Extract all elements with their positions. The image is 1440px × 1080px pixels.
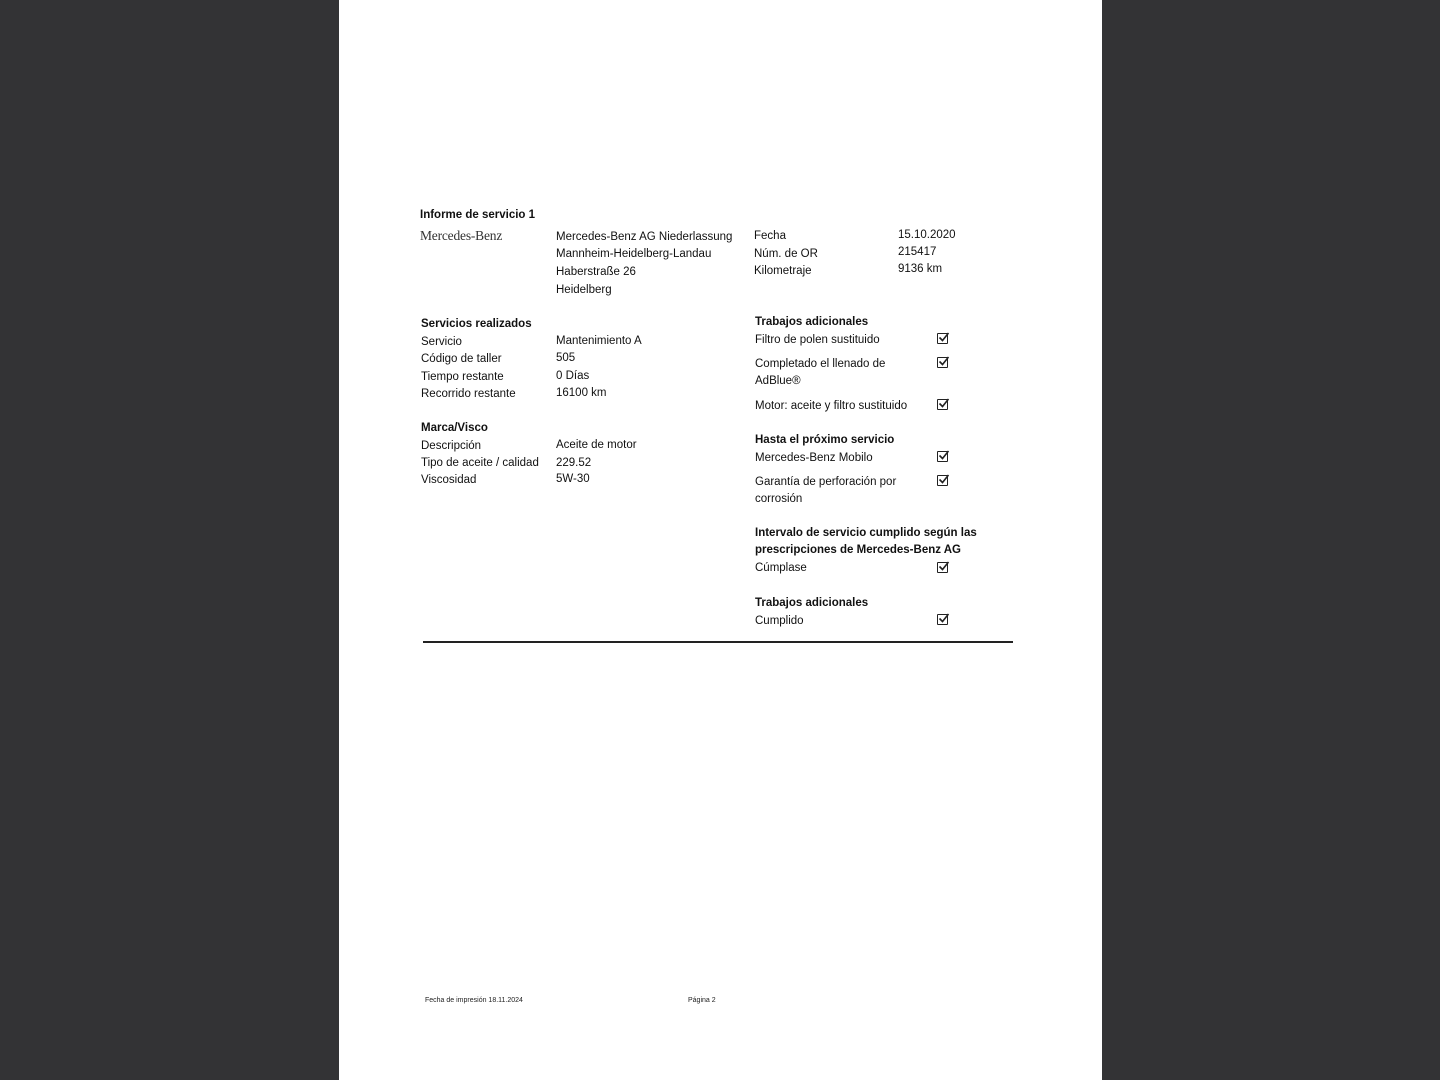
checkbox-checked-icon [937,614,948,625]
oil-label: Descripción [421,440,482,452]
meta-value-order: 215417 [898,246,937,258]
oil-label: Tipo de aceite / calidad [421,457,539,469]
checkbox-checked-icon [937,475,948,486]
dealer-line: Haberstraße 26 [556,266,636,278]
service-value: 0 Días [556,370,590,382]
checklist-label: Completado el llenado de [755,358,886,370]
dealer-line: Mannheim-Heidelberg-Landau [556,248,712,260]
interval-heading: prescripciones de Mercedes-Benz AG [755,544,962,556]
checkbox-checked-icon [937,399,948,410]
service-label: Tiempo restante [421,371,504,383]
footer-page-number: Página 2 [688,997,716,1004]
oil-label: Viscosidad [421,474,477,486]
checklist-label: AdBlue® [755,375,801,387]
service-value: 16100 km [556,387,607,399]
oil-value: 5W-30 [556,473,590,485]
document-page [339,0,1102,1080]
checkbox-checked-icon [937,333,948,344]
service-label: Código de taller [421,353,502,365]
checkbox-checked-icon [937,562,948,573]
divider-line [423,641,1013,643]
checklist-label: Garantía de perforación por [755,476,897,488]
checkbox-checked-icon [937,357,948,368]
checklist-label: Motor: aceite y filtro sustituido [755,400,908,412]
additional-work-heading: Trabajos adicionales [755,316,869,328]
meta-label: Fecha [754,230,786,242]
service-value: Mantenimiento A [556,335,642,347]
oil-value: Aceite de motor [556,439,637,451]
footer-print-date: Fecha de impresión 18.11.2024 [425,997,523,1004]
brand-logo: Mercedes-Benz [420,228,503,243]
meta-value-mileage: 9136 km [898,263,943,275]
additional-work-2-heading: Trabajos adicionales [755,597,869,609]
dealer-line: Heidelberg [556,284,612,296]
report-title: Informe de servicio 1 [420,209,536,221]
checklist-label: corrosión [755,493,803,505]
next-service-heading: Hasta el próximo servicio [755,434,895,446]
oil-heading: Marca/Visco [421,422,488,434]
checklist-label: Filtro de polen sustituido [755,334,880,346]
service-value: 505 [556,352,576,364]
checkbox-checked-icon [937,451,948,462]
services-heading: Servicios realizados [421,318,532,330]
meta-value-date: 15.10.2020 [898,229,956,241]
meta-label: Kilometraje [754,265,812,277]
checklist-label: Mercedes-Benz Mobilo [755,452,873,464]
interval-heading: Intervalo de servicio cumplido según las [755,527,977,539]
service-label: Recorrido restante [421,388,516,400]
checklist-label: Cúmplase [755,562,807,574]
meta-label: Núm. de OR [754,248,818,260]
oil-value: 229.52 [556,457,592,469]
service-label: Servicio [421,336,462,348]
dealer-line: Mercedes-Benz AG Niederlassung [556,231,733,243]
checklist-label: Cumplido [755,615,804,627]
